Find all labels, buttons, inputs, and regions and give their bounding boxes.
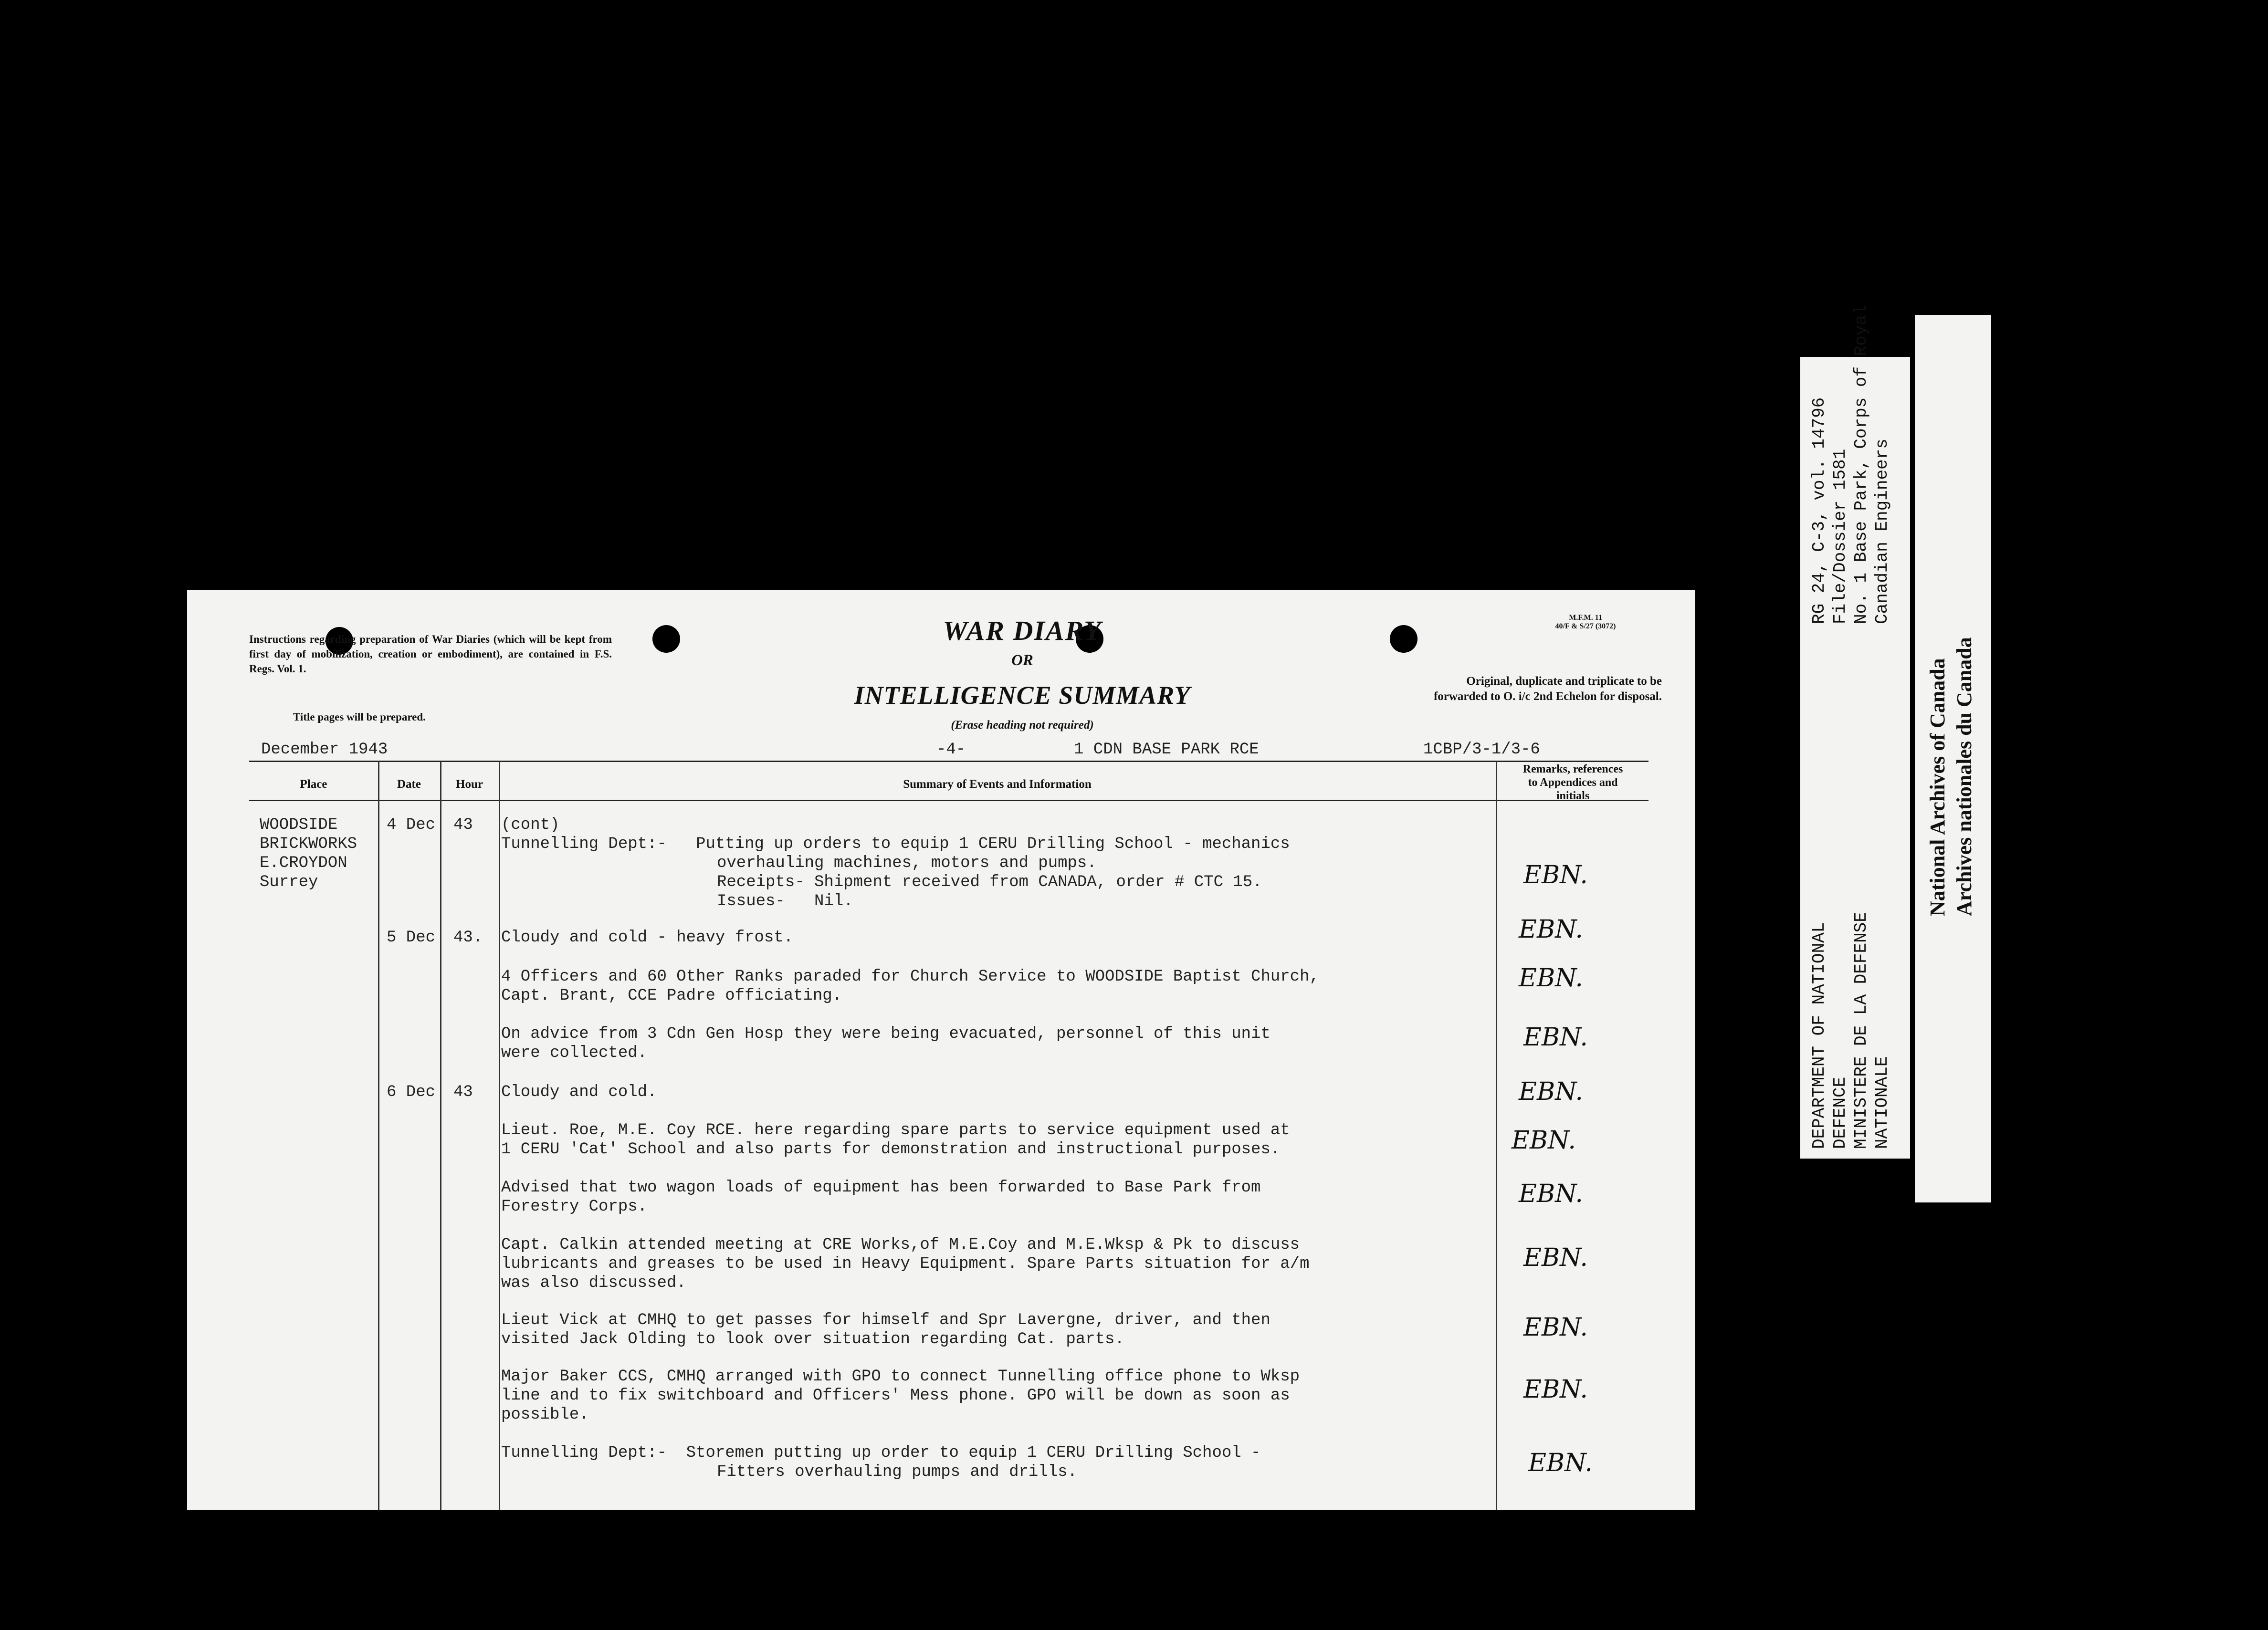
form-number-line: 40/F & S/27 (3072) <box>1555 622 1616 630</box>
remarks-header-line: Remarks, references <box>1522 763 1623 775</box>
archive-reference-line: RG 24, C-3, vol. 14796 <box>1809 397 1829 624</box>
handwritten-initials: EBN. <box>1519 915 1583 944</box>
entry-line: possible. <box>501 1406 589 1424</box>
column-header-date: Date <box>397 778 421 791</box>
entry-line: 1 CERU 'Cat' School and also parts for demonstration and instructional purposes. <box>501 1140 1281 1159</box>
handwritten-initials: EBN. <box>1519 1077 1583 1106</box>
place-line: BRICKWORKS <box>260 835 357 853</box>
date-cell: 4 Dec <box>387 816 436 834</box>
entry-line: Lieut Vick at CMHQ to get passes for himself and Spr Lavergne, driver, and then <box>501 1311 1270 1329</box>
handwritten-initials: EBN. <box>1523 861 1588 889</box>
entry-line: Tunnelling Dept:- Putting up orders to equip 1 CERU Drilling School - mechanics <box>501 835 1290 853</box>
entry-line: Advised that two wagon loads of equipment has been forwarded to Base Park from <box>501 1179 1261 1197</box>
hour-cell: 43 <box>453 1083 473 1101</box>
handwritten-initials: EBN. <box>1512 1126 1576 1155</box>
entry-line: Cloudy and cold. <box>501 1083 657 1101</box>
column-header-hour: Hour <box>456 778 483 791</box>
entry-line: Cloudy and cold - heavy frost. <box>501 929 794 947</box>
entry-line: line and to fix switchboard and Officers' Mess phone. GPO will be down as soon as <box>501 1387 1290 1405</box>
column-header-remarks <box>1497 763 1648 803</box>
entry-line: 4 Officers and 60 Other Ranks paraded for Church Service to WOODSIDE Baptist Church, <box>501 968 1319 986</box>
entry-line: lubricants and greases to be used in Heavy Equipment. Spare Parts situation for a/m <box>501 1255 1310 1273</box>
war-diary-sheet <box>187 590 1695 1510</box>
entry-line: Capt. Calkin attended meeting at CRE Works,of M.E.Coy and M.E.Wksp & Pk to discuss <box>501 1236 1300 1254</box>
table-header-rule <box>249 800 1648 801</box>
archive-reference-line: File/Dossier 1581 <box>1830 449 1850 624</box>
diary-month: December 1943 <box>261 741 388 759</box>
unit-name: 1 CDN BASE PARK RCE <box>1074 741 1259 759</box>
remarks-header-line: to Appendices and <box>1528 776 1618 789</box>
entry-line: overhauling machines, motors and pumps. <box>717 854 1097 872</box>
handwritten-initials: EBN. <box>1523 1023 1588 1052</box>
department-line: MINISTERE DE LA DEFENSE <box>1851 912 1871 1149</box>
form-number <box>1514 614 1657 631</box>
department-line: DEFENCE <box>1830 1076 1850 1149</box>
date-cell: 6 Dec <box>387 1083 436 1101</box>
archive-reference <box>1809 304 1893 624</box>
handwritten-initials: EBN. <box>1519 964 1583 993</box>
entry-line: was also discussed. <box>501 1274 686 1292</box>
column-header-place: Place <box>300 778 327 791</box>
form-title-or: OR <box>1011 652 1033 669</box>
entry-line: Lieut. Roe, M.E. Coy RCE. here regarding spare parts to service equipment used at <box>501 1121 1290 1139</box>
entry-line: Major Baker CCS, CMHQ arranged with GPO to connect Tunnelling office phone to Wksp <box>501 1368 1300 1386</box>
file-reference: 1CBP/3-1/3-6 <box>1423 741 1540 759</box>
column-divider <box>440 762 441 1510</box>
punch-hole <box>1390 625 1418 653</box>
page-number: -4- <box>936 741 966 759</box>
column-divider <box>378 762 379 1510</box>
archives-stamp <box>1924 637 1978 916</box>
archive-reference-line: No. 1 Base Park, Corps of Royal <box>1851 304 1871 624</box>
entry-line: Receipts- Shipment received from CANADA, order # CTC 15. <box>717 873 1262 891</box>
title-pages-note: Title pages will be prepared. <box>293 711 426 723</box>
copies-note-line: forwarded to O. i/c 2nd Echelon for disposal. <box>1433 690 1662 703</box>
form-title: WAR DIARY <box>943 615 1102 646</box>
entry-line: On advice from 3 Cdn Gen Hosp they were being evacuated, personnel of this unit <box>501 1025 1270 1043</box>
entry-line: Forestry Corps. <box>501 1198 648 1216</box>
department-line: NATIONALE <box>1872 1056 1892 1149</box>
entry-line: were collected. <box>501 1044 648 1062</box>
copies-note-line: Original, duplicate and triplicate to be <box>1466 675 1662 688</box>
entry-line: Issues- Nil. <box>717 892 853 910</box>
hour-cell: 43. <box>453 929 483 947</box>
archive-reference-line: Canadian Engineers <box>1872 439 1892 624</box>
entry-line: (cont) <box>501 816 560 834</box>
place-line: E.CROYDON <box>260 854 347 872</box>
form-subtitle: INTELLIGENCE SUMMARY <box>854 681 1191 710</box>
department-line: DEPARTMENT OF NATIONAL <box>1809 922 1829 1149</box>
column-divider <box>499 762 500 1510</box>
entry-line: Capt. Brant, CCE Padre officiating. <box>501 987 842 1005</box>
entry-line: Fitters overhauling pumps and drills. <box>717 1463 1077 1481</box>
entry-line: Tunnelling Dept:- Storemen putting up order to equip 1 CERU Drilling School - <box>501 1444 1261 1462</box>
place-line: Surrey <box>260 873 318 891</box>
table-top-rule <box>249 761 1648 762</box>
form-number-line: M.F.M. 11 <box>1569 614 1602 622</box>
erase-note: (Erase heading not required) <box>951 719 1094 731</box>
column-divider <box>1496 762 1497 1510</box>
handwritten-initials: EBN. <box>1528 1449 1593 1477</box>
punch-hole <box>652 625 680 653</box>
archive-label-card <box>1800 304 1910 1159</box>
entry-line: visited Jack Olding to look over situation regarding Cat. parts. <box>501 1330 1124 1348</box>
hour-cell: 43 <box>453 816 473 834</box>
handwritten-initials: EBN. <box>1523 1243 1588 1272</box>
column-header-summary: Summary of Events and Information <box>903 778 1092 791</box>
date-cell: 5 Dec <box>387 929 436 947</box>
remarks-header-line: initials <box>1556 790 1590 802</box>
handwritten-initials: EBN. <box>1523 1375 1588 1404</box>
copies-note <box>1299 674 1662 704</box>
archives-stamp-fr: Archives nationales du Canada <box>1953 637 1976 916</box>
handwritten-initials: EBN. <box>1523 1313 1588 1342</box>
place-line: WOODSIDE <box>260 816 338 834</box>
form-instructions: Instructions regarding preparation of War Diaries (which will be kept from first day of mobilization, creation or embodiment), are contained in F.S. Regs. Vol. 1. <box>249 633 612 675</box>
handwritten-initials: EBN. <box>1519 1180 1583 1208</box>
archives-stamp-card <box>1915 315 1991 1202</box>
archives-stamp-en: National Archives of Canada <box>1926 658 1949 916</box>
department-label <box>1809 912 1893 1149</box>
